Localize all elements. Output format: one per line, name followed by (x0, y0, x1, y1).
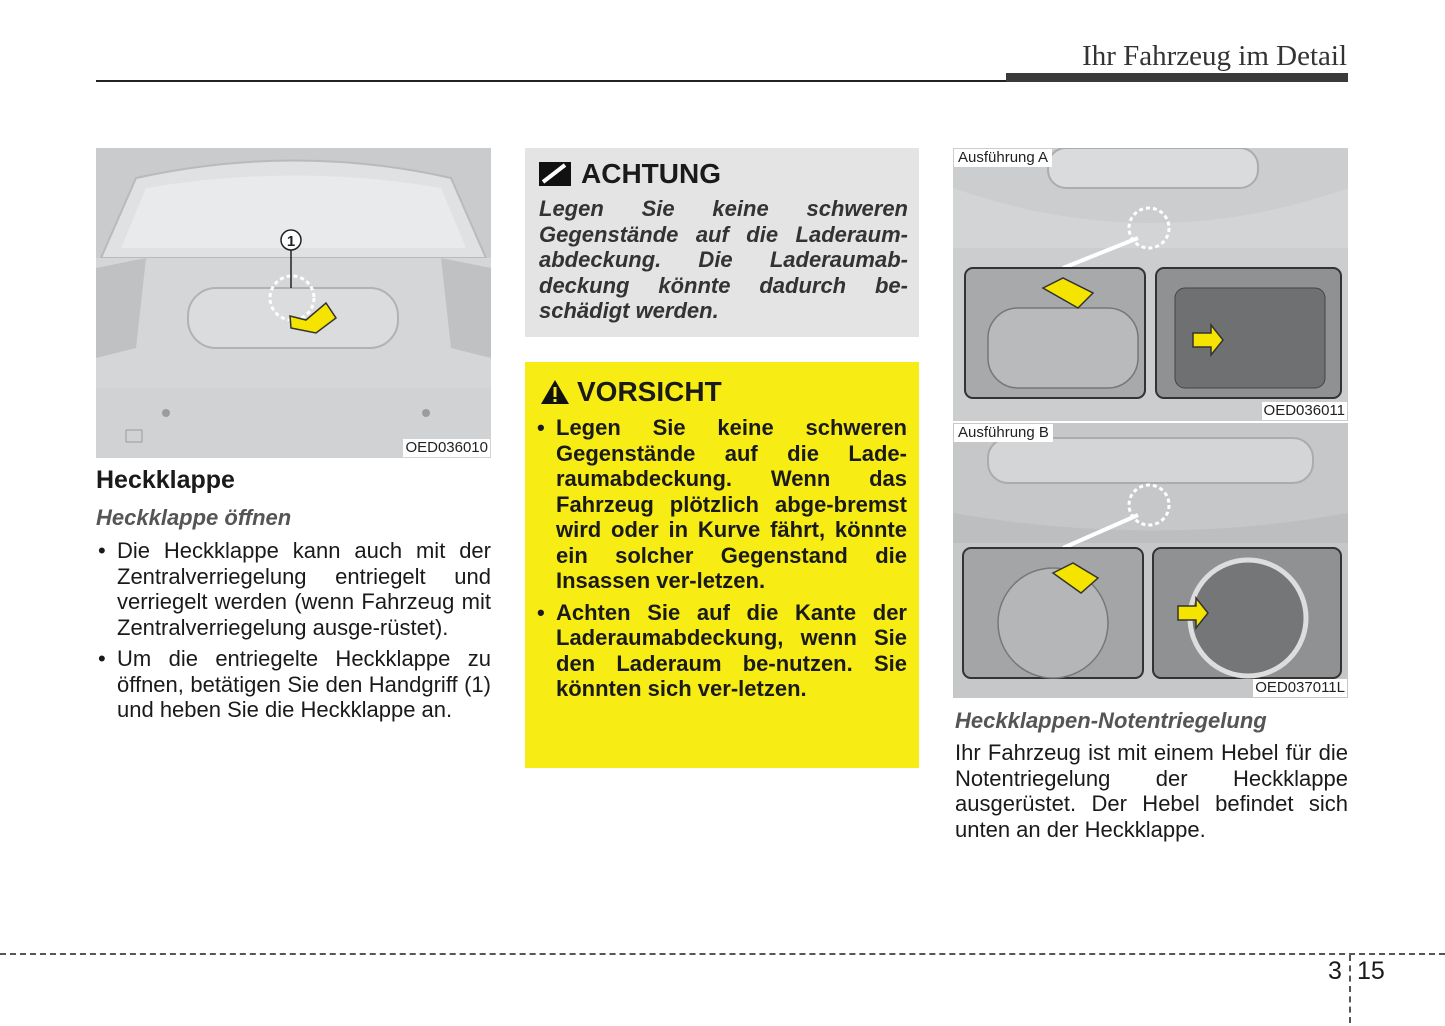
figure-code: OED036010 (405, 439, 488, 456)
callout-1: 1 (286, 233, 296, 250)
illustration-variant-b (953, 423, 1348, 698)
variant-b-drawing (953, 423, 1348, 698)
illustration-variant-a (953, 148, 1348, 421)
tailgate-illustration (96, 148, 491, 458)
header-rule (96, 80, 1006, 82)
vorsicht-box (525, 362, 919, 768)
chapter-title: Ihr Fahrzeug im Detail (1082, 40, 1347, 72)
section-heading: Heckklappe (96, 466, 235, 494)
list-item: • Die Heckklappe kann auch mit der Zentralverriegelung entriegelt und verriegelt werden (wenn Fahrzeug mit Zentralverriegelung ausge-rüstet). (96, 538, 491, 640)
achtung-box (525, 148, 919, 337)
variant-label: Ausführung A (954, 149, 1052, 167)
variant-label: Ausführung B (954, 424, 1053, 442)
list-item: • Um die entriegelte Heckklappe zu öffnen, betätigen Sie den Handgriff (1) und heben Sie die Heckklappe an. (96, 646, 491, 723)
section-subheading: Heckklappe öffnen (96, 505, 292, 530)
figure-code: OED036011 (1263, 402, 1345, 419)
achtung-heading (539, 158, 721, 190)
page-number-divider (1349, 955, 1351, 1023)
variant-a-drawing (953, 148, 1348, 421)
warning-triangle-icon (539, 378, 571, 406)
achtung-text: Legen Sie keine schweren Gegenstände auf die Laderaum-abdeckung. Die Laderaumab-deckung könnte dadurch be-schädigt werden. (539, 196, 908, 323)
vorsicht-list (535, 415, 907, 708)
list-item: • Achten Sie auf die Kante der Laderaumabdeckung, wenn Sie den Laderaum be-nutzen. Sie könnten sich ver-letzen. (535, 600, 907, 702)
tailgate-drawing (96, 148, 491, 458)
page-number: 15 (1357, 957, 1385, 985)
caution-icon (539, 162, 571, 186)
footer-rule (0, 953, 1445, 955)
emergency-release-heading: Heckklappen-Notentriegelung (955, 708, 1267, 733)
instruction-list (96, 538, 491, 729)
vorsicht-title: VORSICHT (577, 376, 722, 407)
header-bar (1006, 73, 1348, 82)
figure-code: OED037011L (1255, 679, 1345, 696)
list-item: • Legen Sie keine schweren Gegenstände auf die Lade-raumabdeckung. Wenn das Fahrzeug plötzlich abge-bremst wird oder in Kurve fährt, könnte ein solcher Gegenstand die Insassen ver-letzen. (535, 415, 907, 594)
emergency-release-text: Ihr Fahrzeug ist mit einem Hebel für die Notentriegelung der Heckklappe ausgerüstet. Der Hebel befindet sich unten an der Heckklappe. (955, 740, 1348, 842)
vorsicht-heading (539, 376, 722, 408)
achtung-title: ACHTUNG (581, 158, 721, 189)
chapter-number: 3 (1328, 957, 1342, 985)
